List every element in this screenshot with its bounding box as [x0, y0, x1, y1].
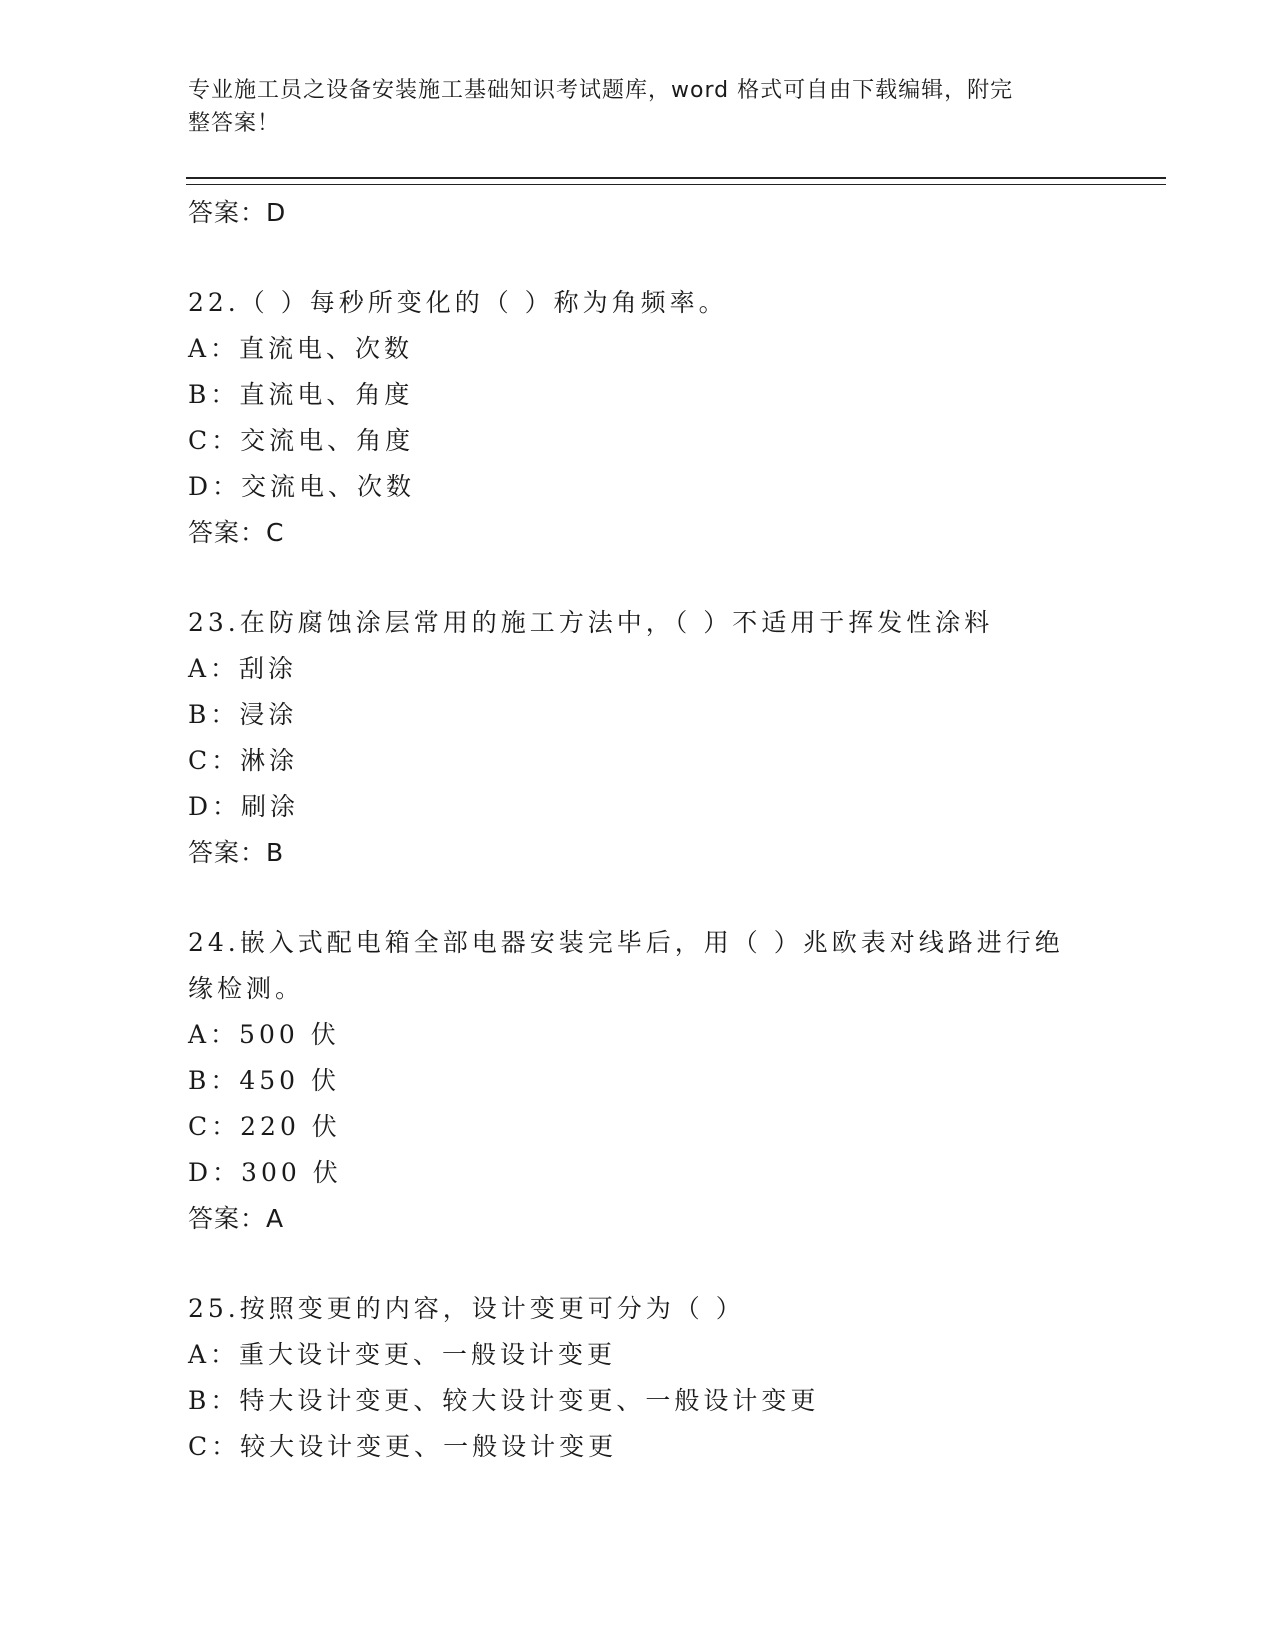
header-line-2: 整答案！	[188, 111, 281, 136]
option-a: A：刮涂	[188, 654, 298, 683]
header-rule-thick	[186, 177, 1166, 179]
answer-21: 答案：D	[188, 198, 287, 227]
option-b: B：直流电、角度	[188, 380, 414, 409]
question-stem: 22.（ ）每秒所变化的（ ）称为角频率。	[188, 288, 728, 317]
question-22	[188, 280, 1148, 556]
question-24	[188, 920, 1148, 1242]
question-25	[188, 1286, 1148, 1470]
option-d: D：刷涂	[188, 792, 300, 821]
option-b: B：450 伏	[188, 1066, 341, 1095]
option-d: D：交流电、次数	[188, 472, 416, 501]
question-stem-line-1: 24.嵌入式配电箱全部电器安装完毕后，用（ ）兆欧表对线路进行绝	[188, 928, 1064, 957]
option-a: A：重大设计变更、一般设计变更	[188, 1340, 617, 1369]
option-a: A：500 伏	[188, 1020, 340, 1049]
option-d: D：300 伏	[188, 1158, 342, 1187]
answer: 答案：B	[188, 838, 285, 867]
answer: 答案：A	[188, 1204, 285, 1233]
option-c: C：淋涂	[188, 746, 299, 775]
question-list	[188, 190, 1148, 1470]
option-c: C：220 伏	[188, 1112, 341, 1141]
option-c: C：较大设计变更、一般设计变更	[188, 1432, 618, 1461]
header-rule-thin	[186, 184, 1166, 185]
header-line-1: 专业施工员之设备安装施工基础知识考试题库，word 格式可自由下载编辑，附完	[188, 78, 1014, 103]
question-stem: 23.在防腐蚀涂层常用的施工方法中，（ ）不适用于挥发性涂料	[188, 608, 994, 637]
question-stem-line-2: 缘检测。	[188, 974, 305, 1003]
question-stem: 25.按照变更的内容，设计变更可分为（ ）	[188, 1294, 745, 1323]
option-b: B：特大设计变更、较大设计变更、一般设计变更	[188, 1386, 820, 1415]
option-c: C：交流电、角度	[188, 426, 415, 455]
option-a: A：直流电、次数	[188, 334, 414, 363]
document-header	[188, 74, 1068, 140]
option-b: B：浸涂	[188, 700, 298, 729]
answer: 答案：C	[188, 518, 285, 547]
question-23	[188, 600, 1148, 876]
